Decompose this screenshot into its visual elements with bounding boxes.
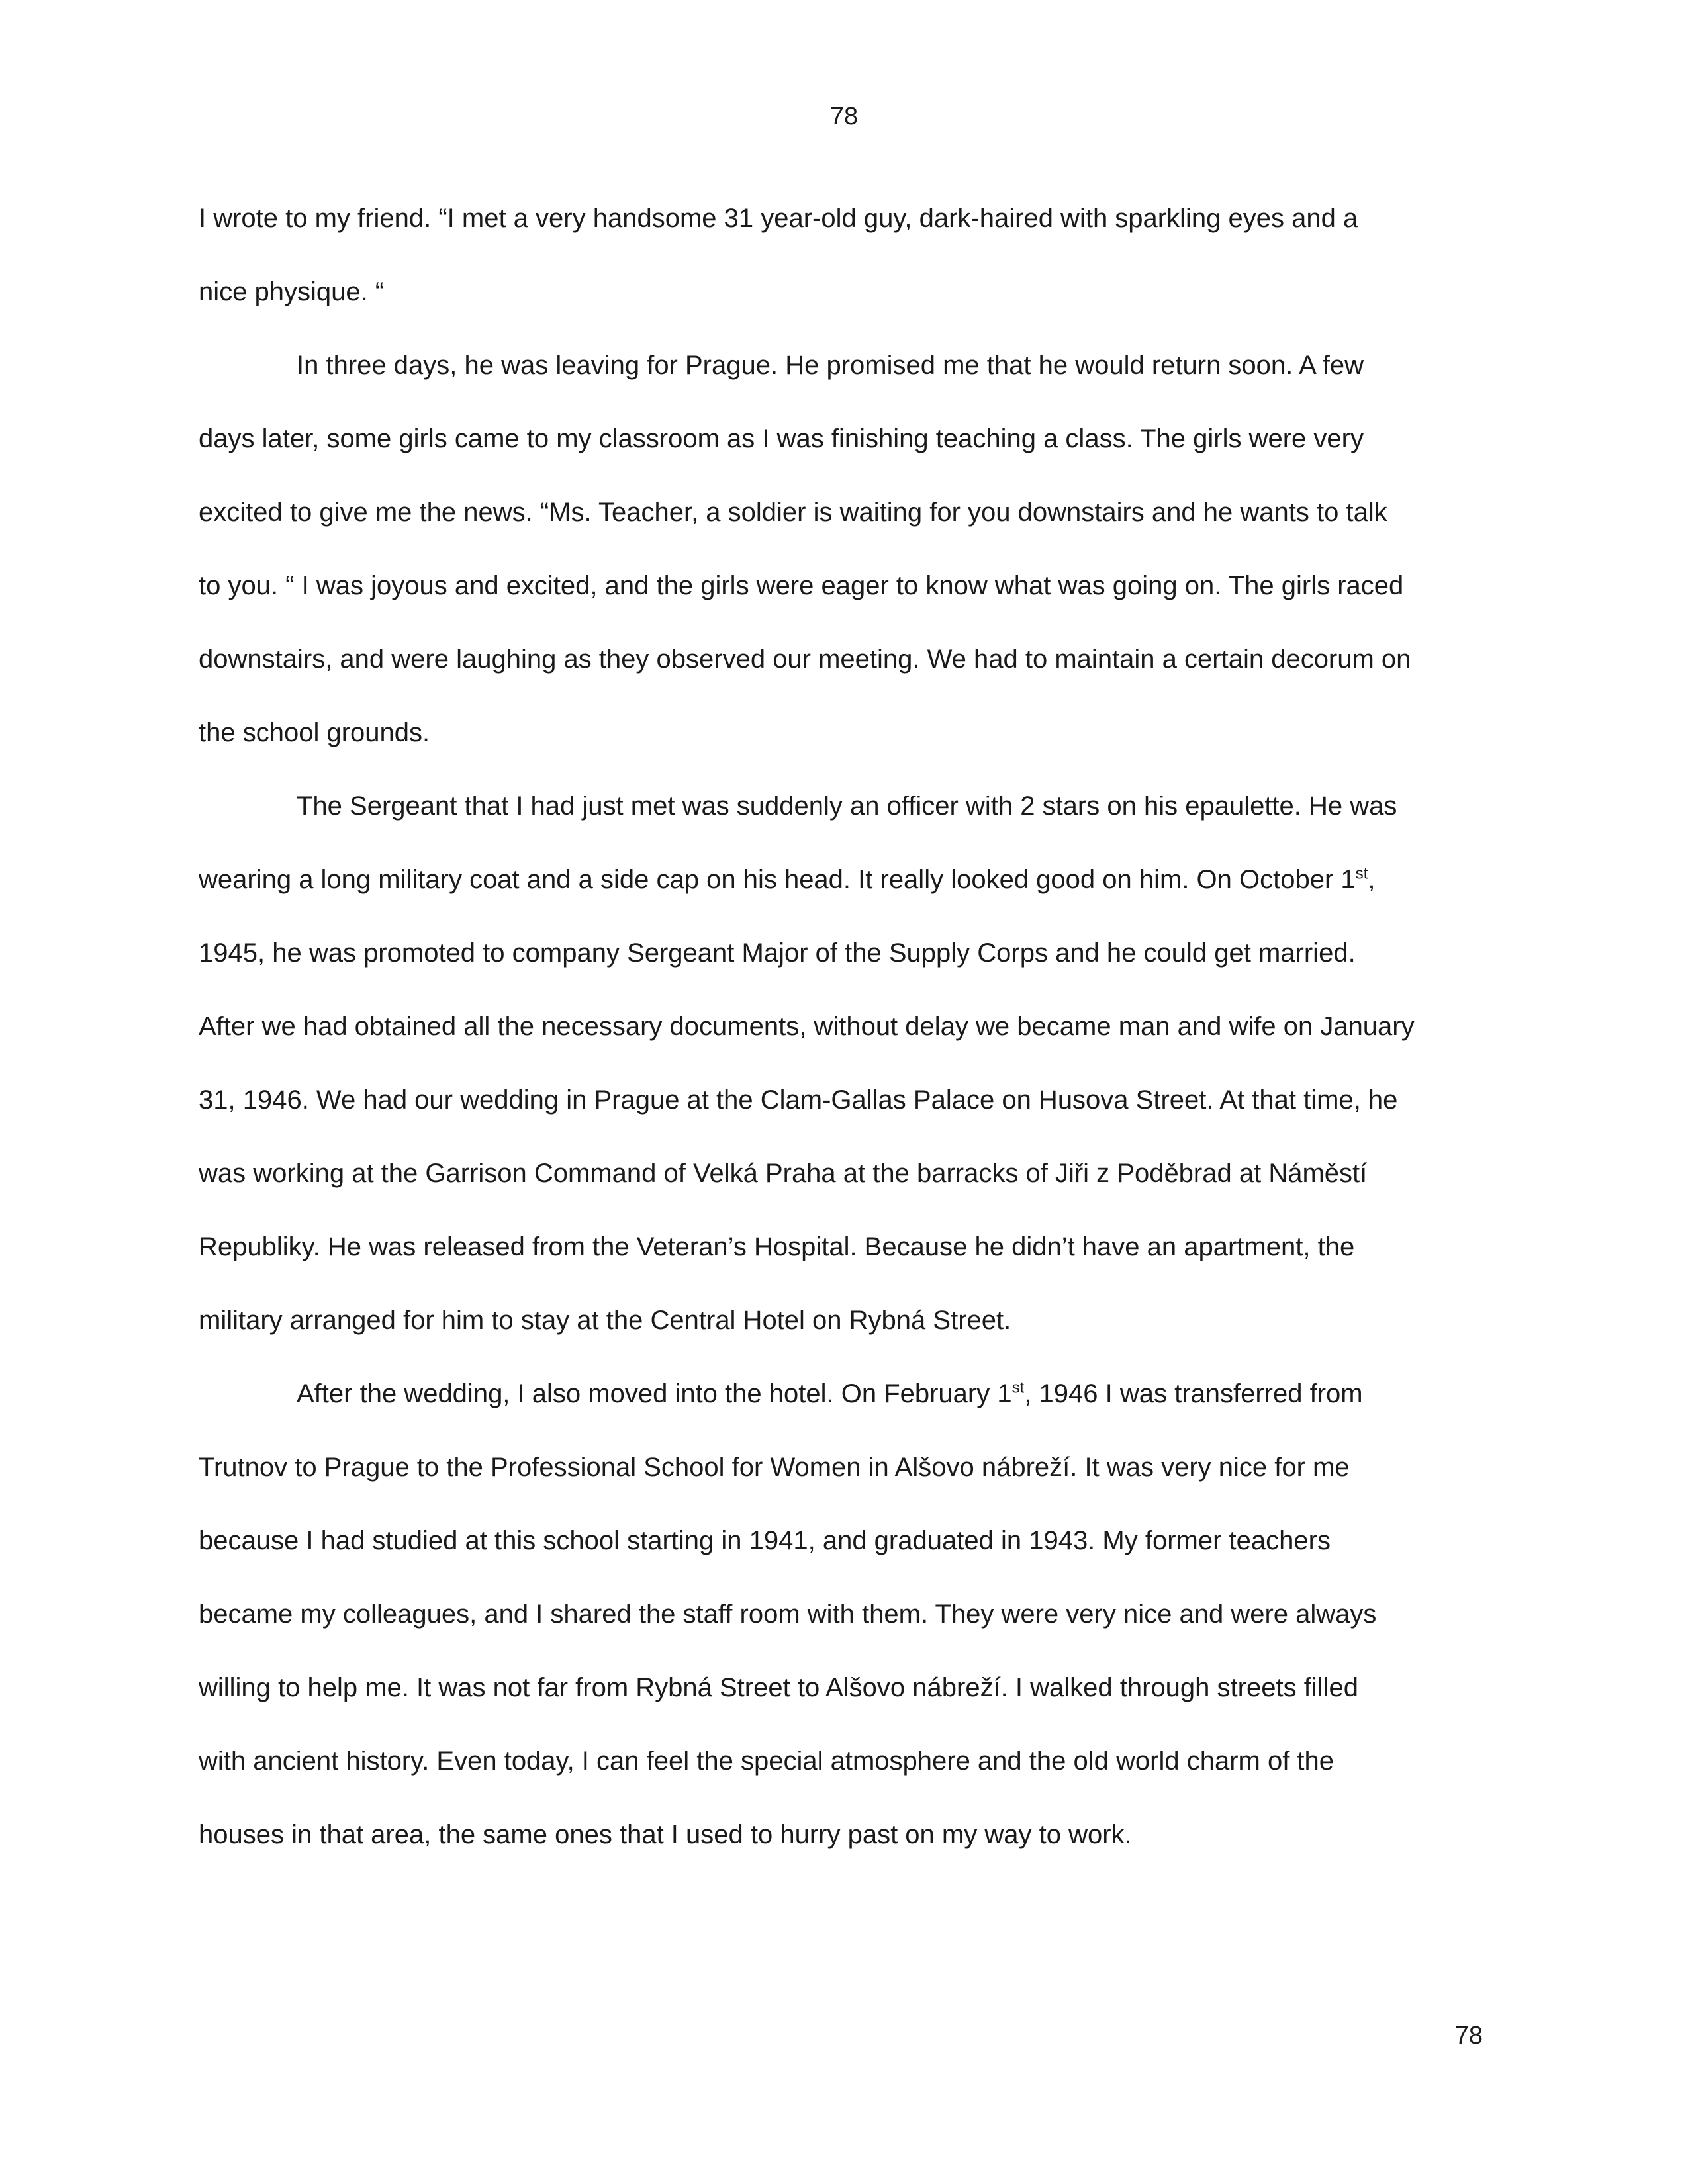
text-line: with ancient history. Even today, I can feel the special atmosphere and the old world charm of the [199, 1747, 1335, 1776]
ordinal-suffix: st [1355, 864, 1368, 883]
text-line: became my colleagues, and I shared the staff room with them. They were very nice and were always [199, 1600, 1377, 1629]
text-line [199, 860, 1516, 899]
text-segment: wearing a long military coat and a side cap on his head. It really looked good on him. On October 1 [199, 865, 1356, 894]
text-segment: , 1946 I was transferred from [1024, 1379, 1363, 1408]
text-line: excited to give me the news. “Ms. Teacher, a soldier is waiting for you downstairs and he wants to talk [199, 498, 1387, 527]
text-line: 1945, he was promoted to company Sergeant Major of the Supply Corps and he could get married. [199, 938, 1356, 968]
text-line: The Sergeant that I had just met was suddenly an officer with 2 stars on his epaulette. He was [297, 792, 1397, 821]
ordinal-suffix: st [1011, 1379, 1025, 1397]
text-line: downstairs, and were laughing as they observed our meeting. We had to maintain a certain decorum on [199, 645, 1411, 674]
text-line [297, 1374, 1516, 1414]
text-line: In three days, he was leaving for Prague. He promised me that he would return soon. A few [297, 351, 1364, 380]
text-line: the school grounds. [199, 718, 430, 747]
text-segment: , [1368, 865, 1376, 894]
text-line: After we had obtained all the necessary documents, without delay we became man and wife on January [199, 1012, 1415, 1041]
text-line: days later, some girls came to my classroom as I was finishing teaching a class. The girls were very [199, 424, 1364, 453]
text-line: willing to help me. It was not far from Rybná Street to Alšovo nábreží. I walked through streets filled [199, 1673, 1358, 1702]
text-line: nice physique. “ [199, 277, 385, 306]
text-line: I wrote to my friend. “I met a very handsome 31 year-old guy, dark-haired with sparkling eyes and a [199, 204, 1358, 233]
text-line: houses in that area, the same ones that I used to hurry past on my way to work. [199, 1820, 1132, 1849]
text-line: Republiky. He was released from the Veteran’s Hospital. Because he didn’t have an apartment, the [199, 1232, 1355, 1261]
text-line: because I had studied at this school starting in 1941, and graduated in 1943. My former teachers [199, 1526, 1331, 1555]
page-number-top: 78 [829, 103, 859, 130]
text-line: 31, 1946. We had our wedding in Prague at the Clam-Gallas Palace on Husova Street. At that time, he [199, 1085, 1398, 1115]
text-line: Trutnov to Prague to the Professional School for Women in Alšovo nábreží. It was very nice for me [199, 1453, 1350, 1482]
text-line: military arranged for him to stay at the Central Hotel on Rybná Street. [199, 1306, 1011, 1335]
text-line: was working at the Garrison Command of Velká Praha at the barracks of Jiři z Poděbrad at Náměstí [199, 1159, 1368, 1188]
text-line: to you. “ I was joyous and excited, and the girls were eager to know what was going on. The girls raced [199, 571, 1404, 600]
text-segment: After the wedding, I also moved into the hotel. On February 1 [297, 1379, 1012, 1408]
page-number-bottom: 78 [1454, 2022, 1483, 2050]
